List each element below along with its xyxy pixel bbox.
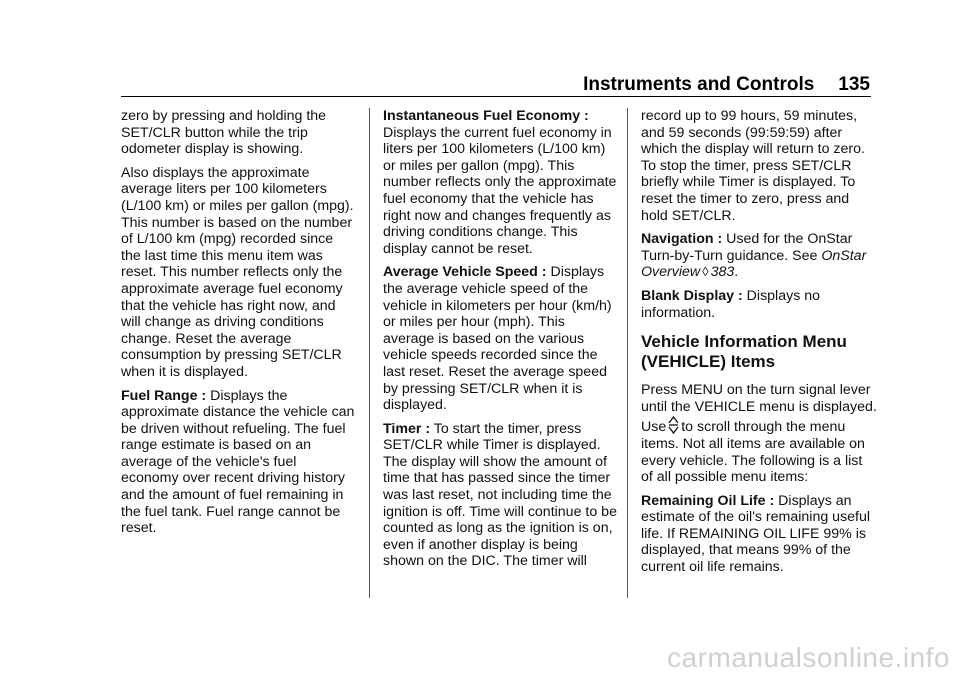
text-navigation: Used for the OnStar Turn-by-Turn guidance. See — [641, 231, 853, 264]
text-blank-display: Displays no information. — [641, 287, 821, 321]
term-average-speed: Average Vehicle Speed : — [383, 264, 547, 281]
term-fuel-range: Fuel Range : — [121, 387, 207, 404]
paragraph-instant-fuel — [383, 108, 618, 257]
text-fuel-range: Displays the approximate distance the vehicle can be driven without refueling. The fuel range estimate is based on an average of the vehicle's fuel economy over recent driving history and the amount of fuel remaining in the fuel tank. Fuel range cannot be reset. — [121, 387, 355, 537]
column-3 — [641, 108, 877, 583]
term-instant-fuel: Instantaneous Fuel Economy : — [383, 108, 589, 124]
section-heading: Vehicle Information Menu (VEHICLE) Items — [641, 332, 847, 372]
paragraph-fuel-range — [121, 388, 355, 537]
link-page-383[interactable]: 383 — [710, 264, 735, 281]
page-reference-icon: ◊ — [702, 264, 709, 280]
paragraph-average-fuel: Also displays the approximate average liters per 100 kilometers (L/100 km) or miles per gallon (mpg). This number is based on the number of L/100 km (mpg) recorded since the last time this menu item was reset. This number reflects only the approximate average fuel economy that the vehicle has right now, and will change as driving conditions change. Reset the average consumption by pressing SET/CLR when it is displayed. — [121, 164, 354, 380]
link-onstar-overview[interactable]: OnStar Overview — [641, 247, 867, 281]
text-vehicle-menu-a: Press MENU on the turn signal lever until the VEHICLE menu is displayed. Use — [641, 382, 877, 436]
paragraph-blank-display — [641, 288, 877, 321]
text-instant-fuel: Displays the current fuel economy in liters per 100 kilometers (L/100 km) or miles per gallon (mpg). This number reflects only the approximate fuel economy that the vehicle has right now and changes frequently as driving conditions change. This display cannot be reset. — [383, 124, 617, 257]
text-oil-life: Displays an estimate of the oil's remaining useful life. If REMAINING OIL LIFE 99% is displayed, that means 99% of the current oil life remains. — [641, 492, 871, 576]
text-average-speed: Displays the average vehicle speed of the vehicle in kilometers per hour (km/h) or miles per hour (mph). This average is based on the various vehicle speeds recorded since the last reset. Reset the average speed by pressing SET/CLR when it is displayed. — [383, 264, 612, 414]
term-blank-display: Blank Display : — [641, 287, 743, 304]
column-divider-2 — [627, 108, 628, 598]
paragraph-timer-cont: record up to 99 hours, 59 minutes, and 59 seconds (99:59:59) after which the display will return to zero. To stop the timer, press SET/CLR briefly while Timer is displayed. To reset the timer to zero, press and hold SET/CLR. — [641, 108, 865, 224]
term-timer: Timer : — [383, 420, 431, 437]
text-timer: To start the timer, press SET/CLR while Timer is displayed. The display will show the amount of time that has passed since the timer was last reset, not including time the ignition is off. Time will continue to be counted as long as the ignition is on, even if another display is being shown on the DIC. The timer will — [383, 420, 617, 570]
column-divider-1 — [369, 108, 370, 598]
term-navigation: Navigation : — [641, 231, 723, 248]
section-title: Instruments and Controls — [583, 74, 815, 95]
page-number: 135 — [838, 74, 870, 95]
paragraph-average-speed — [383, 264, 618, 413]
column-2 — [383, 108, 618, 577]
text-period: . — [734, 264, 739, 281]
watermark: carmanualsonline.info — [667, 642, 950, 673]
scroll-up-down-icon — [668, 415, 679, 435]
term-oil-life: Remaining Oil Life : — [641, 492, 775, 509]
page-header — [583, 74, 870, 96]
column-1 — [121, 108, 355, 544]
paragraph-oil-life — [641, 493, 877, 576]
text-vehicle-menu-b: to scroll through the menu items. Not all items are available on every vehicle. The following is a list of all possible menu items: — [641, 419, 865, 486]
paragraph-timer — [383, 421, 618, 570]
header-rule — [121, 96, 871, 97]
paragraph-vehicle-menu — [641, 382, 877, 486]
paragraph-navigation — [641, 231, 877, 281]
paragraph-reset-trip: zero by pressing and holding the SET/CLR button while the trip odometer display is showing. — [121, 108, 327, 158]
